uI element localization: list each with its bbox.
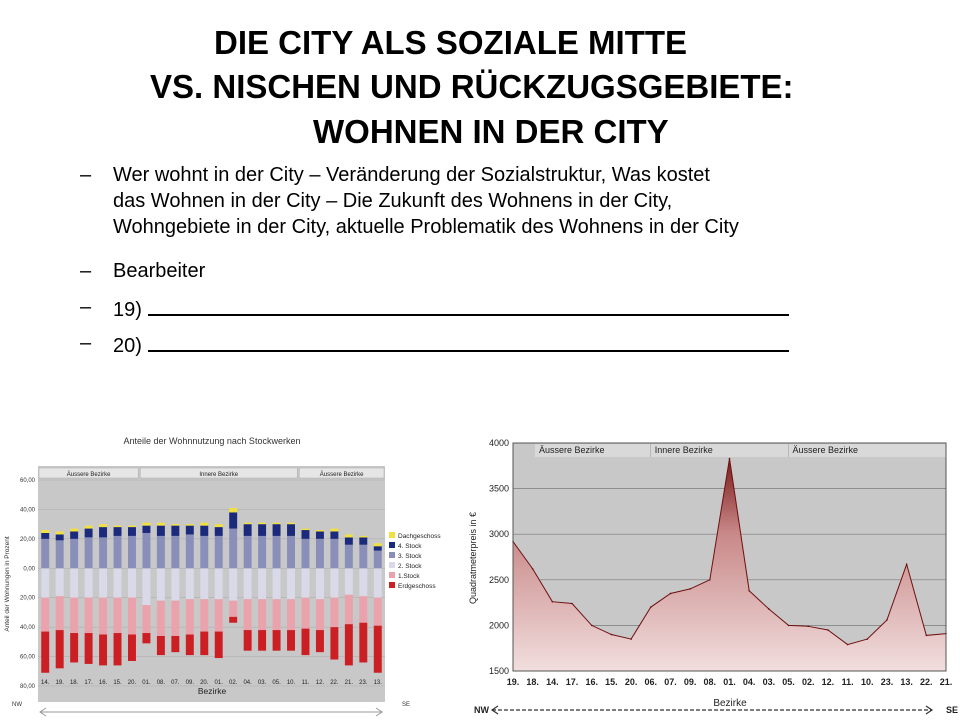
x-tick-label: 05.	[782, 677, 795, 687]
bar-segment	[316, 530, 324, 531]
data-point	[748, 590, 750, 592]
y-tick-label: 40,00	[19, 507, 35, 514]
x-tick-label: 16.	[98, 680, 108, 686]
bar-segment	[302, 568, 310, 597]
x-tick-label: 11.	[301, 680, 310, 686]
region-label: Äussere Bezirke	[319, 472, 364, 478]
x-tick-label: 18.	[69, 680, 79, 686]
price-per-sqm-chart	[462, 428, 960, 720]
bar-segment	[41, 598, 49, 632]
bar-segment	[345, 595, 353, 624]
bar-segment	[85, 568, 93, 597]
bar-segment	[171, 524, 179, 525]
bar-segment	[142, 568, 150, 605]
x-tick-label: 17.	[84, 680, 93, 686]
y-tick-label: 3500	[488, 483, 509, 494]
bar-segment	[302, 598, 310, 629]
bar-segment	[330, 529, 338, 532]
bar-segment	[99, 568, 107, 597]
bar-segment	[70, 633, 78, 662]
x-tick-label: 18.	[526, 677, 539, 687]
x-tick-label: 08.	[703, 677, 717, 687]
x-tick-label: 13.	[900, 677, 913, 687]
legend-swatch	[389, 532, 395, 538]
se-marker: SE	[402, 702, 411, 708]
bar-segment	[287, 536, 295, 568]
region-label: Äussere Bezirke	[66, 472, 111, 478]
bar-segment	[374, 598, 382, 626]
bar-segment	[99, 524, 107, 527]
x-tick-label: 20.	[200, 680, 209, 686]
bar-segment	[316, 539, 324, 568]
bar-segment	[128, 527, 136, 536]
bar-segment	[200, 599, 208, 631]
bar-segment	[359, 623, 367, 663]
bar-segment	[114, 568, 122, 597]
y-tick-label: 4000	[488, 438, 509, 448]
bar-segment	[171, 526, 179, 536]
bar-segment	[374, 546, 382, 550]
x-tick-label: 03.	[762, 677, 776, 687]
legend-label: 3. Stock	[398, 553, 422, 560]
y-tick-label: 60,00	[19, 478, 35, 484]
bullet-dash: –	[80, 260, 92, 282]
bar-segment	[142, 526, 150, 533]
data-point	[611, 634, 613, 636]
x-tick-label: 01.	[723, 677, 736, 687]
y-tick-label: 40,00	[19, 625, 35, 632]
bar-segment	[114, 633, 122, 665]
x-tick-label: 23.	[880, 677, 894, 687]
chart-title: Anteile der Wohnnutzung nach Stockwerken	[123, 436, 301, 446]
bullet-topics-line-3: Wohngebiete in der City, aktuelle Problematik des Wohnens in der City	[113, 216, 739, 238]
bar-segment	[316, 599, 324, 630]
data-point	[847, 644, 849, 646]
bar-segment	[157, 636, 165, 655]
bar-segment	[85, 529, 93, 538]
data-point	[886, 619, 888, 621]
bar-segment	[273, 536, 281, 568]
bar-segment	[114, 536, 122, 568]
bullet-dash: –	[80, 332, 92, 354]
bar-segment	[186, 534, 194, 568]
x-tick-label: 09.	[683, 677, 697, 687]
legend-swatch	[389, 542, 395, 548]
title-line-2: VS. NISCHEN UND RÜCKZUGSGEBIETE:	[150, 68, 794, 105]
bar-segment	[244, 568, 252, 599]
bar-segment	[330, 532, 338, 539]
editor-19-number: 19)	[113, 299, 142, 321]
bar-segment	[200, 526, 208, 536]
bar-segment	[374, 568, 382, 597]
bar-segment	[229, 568, 237, 600]
bar-segment	[200, 523, 208, 526]
bar-segment	[157, 526, 165, 536]
bar-segment	[287, 599, 295, 630]
legend-label: 1.Stock	[398, 573, 420, 580]
bar-segment	[114, 598, 122, 633]
x-tick-label: 21.	[939, 677, 953, 687]
bar-segment	[41, 568, 49, 597]
editor-19-blank-line	[148, 294, 789, 316]
legend-swatch	[389, 572, 395, 578]
x-tick-label: 15.	[605, 677, 618, 687]
bar-segment	[171, 568, 179, 600]
bar-segment	[330, 598, 338, 627]
bar-segment	[56, 532, 64, 535]
x-tick-label: 01.	[142, 680, 151, 686]
y-tick-label: 20,00	[19, 536, 35, 543]
bar-segment	[114, 526, 122, 527]
bar-segment	[316, 568, 324, 599]
bar-segment	[374, 626, 382, 673]
x-tick-label: 17.	[565, 677, 579, 687]
bar-segment	[186, 524, 194, 525]
data-point	[866, 638, 868, 640]
bar-segment	[215, 527, 223, 536]
x-tick-label: 14.	[41, 680, 50, 686]
bar-segment	[345, 624, 353, 665]
bar-segment	[258, 536, 266, 568]
bar-segment	[244, 630, 252, 651]
x-tick-label: 19.	[506, 677, 520, 687]
bar-segment	[215, 632, 223, 658]
bar-segment	[215, 524, 223, 527]
data-point	[552, 601, 554, 603]
bar-segment	[142, 633, 150, 643]
bar-segment	[229, 529, 237, 569]
bar-segment	[41, 539, 49, 568]
bullet-dash: –	[80, 164, 92, 186]
bar-segment	[215, 568, 223, 599]
bar-segment	[345, 545, 353, 569]
bar-segment	[273, 523, 281, 524]
bar-segment	[85, 633, 93, 664]
bar-segment	[186, 599, 194, 634]
bar-segment	[330, 568, 338, 597]
data-point	[670, 593, 672, 595]
x-tick-label: 20.	[127, 680, 137, 686]
y-axis-label: Quadratmeterpreis in €	[468, 511, 478, 605]
bar-segment	[41, 533, 49, 539]
bar-segment	[70, 598, 78, 633]
bullet-dash: –	[80, 296, 92, 318]
title-line-3: WOHNEN IN DER CITY	[313, 113, 669, 150]
bar-segment	[229, 512, 237, 528]
data-point	[571, 603, 573, 605]
data-point	[768, 608, 770, 610]
bar-segment	[287, 523, 295, 524]
bar-segment	[56, 596, 64, 630]
legend-swatch	[389, 582, 395, 588]
x-tick-label: 23.	[359, 680, 368, 686]
bar-segment	[186, 635, 194, 656]
data-point	[709, 579, 711, 581]
bar-segment	[374, 551, 382, 569]
x-tick-label: 14.	[546, 677, 559, 687]
x-tick-label: 20.	[624, 677, 638, 687]
bar-segment	[229, 617, 237, 623]
bullet-topics-line-2: das Wohnen in der City – Die Zukunft des Wohnens in der City,	[113, 190, 673, 212]
bar-segment	[157, 601, 165, 636]
bar-segment	[70, 568, 78, 597]
bar-segment	[258, 630, 266, 651]
bar-segment	[287, 568, 295, 599]
bar-segment	[302, 629, 310, 655]
x-tick-label: 03.	[257, 680, 267, 686]
bar-segment	[157, 523, 165, 526]
y-tick-label: 60,00	[19, 654, 35, 661]
x-axis-label: Bezirke	[713, 698, 747, 709]
bar-segment	[302, 539, 310, 568]
bar-segment	[200, 632, 208, 656]
x-tick-label: 12.	[315, 680, 325, 686]
bar-segment	[330, 539, 338, 568]
bar-segment	[258, 599, 266, 630]
bar-segment	[215, 536, 223, 568]
x-tick-label: 04.	[742, 677, 756, 687]
x-tick-label: 05.	[272, 680, 281, 686]
legend-swatch	[389, 552, 395, 558]
bar-segment	[302, 529, 310, 530]
bar-segment	[41, 632, 49, 673]
bar-segment	[128, 526, 136, 527]
x-tick-label: 21.	[344, 680, 354, 686]
data-point	[906, 563, 908, 565]
x-axis-label: Bezirke	[197, 686, 227, 696]
x-tick-label: 19.	[55, 680, 64, 686]
bar-segment	[258, 568, 266, 599]
bar-segment	[244, 523, 252, 524]
bar-segment	[114, 527, 122, 536]
x-tick-label: 01.	[214, 680, 223, 686]
floor-usage-chart	[0, 428, 441, 720]
x-tick-label: 11.	[841, 677, 854, 687]
bar-segment	[229, 601, 237, 617]
bar-segment	[200, 568, 208, 599]
data-point	[788, 625, 790, 627]
y-tick-label: 80,00	[19, 684, 35, 690]
bar-segment	[128, 635, 136, 661]
bar-segment	[157, 568, 165, 600]
bar-segment	[128, 536, 136, 568]
region-label: Äussere Bezirke	[792, 445, 859, 455]
y-tick-label: 2500	[488, 574, 509, 585]
bar-segment	[258, 524, 266, 536]
bar-segment	[258, 523, 266, 524]
bar-segment	[128, 598, 136, 635]
bar-segment	[244, 599, 252, 630]
bar-segment	[99, 537, 107, 568]
bar-segment	[273, 568, 281, 599]
bar-segment	[330, 627, 338, 659]
editor-20-number: 20)	[113, 335, 142, 357]
bar-segment	[316, 630, 324, 652]
legend-label: Erdgeschoss	[398, 583, 436, 590]
bar-segment	[229, 508, 237, 512]
bar-segment	[359, 536, 367, 537]
bar-segment	[56, 534, 64, 540]
bullet-topics-line-1: Wer wohnt in der City – Veränderung der Sozialstruktur, Was kostet	[113, 164, 710, 186]
legend-swatch	[389, 562, 395, 568]
bar-segment	[200, 536, 208, 568]
data-point	[532, 568, 534, 570]
x-tick-label: 02.	[229, 680, 238, 686]
x-tick-label: 13.	[373, 680, 382, 686]
bar-segment	[99, 635, 107, 666]
y-tick-label: 20,00	[19, 595, 35, 602]
bar-segment	[157, 536, 165, 568]
x-tick-label: 07.	[171, 680, 180, 686]
bar-segment	[70, 539, 78, 568]
bar-segment	[56, 540, 64, 568]
data-point	[689, 588, 691, 590]
bar-segment	[244, 524, 252, 536]
x-tick-label: 12.	[821, 677, 835, 687]
x-tick-label: 10.	[861, 677, 874, 687]
data-point	[827, 629, 829, 631]
y-tick-label: 2000	[488, 620, 509, 631]
bar-segment	[359, 568, 367, 596]
bar-segment	[56, 568, 64, 596]
bar-segment	[215, 599, 223, 631]
bar-segment	[41, 530, 49, 533]
data-point	[591, 625, 593, 627]
bar-segment	[316, 532, 324, 539]
y-tick-label: 1500	[488, 666, 509, 676]
data-point	[807, 626, 809, 628]
bar-segment	[186, 568, 194, 599]
y-axis-label: Anteil der Wohnungen in Prozent	[4, 536, 11, 632]
x-tick-label: 08.	[156, 680, 166, 686]
bar-segment	[273, 630, 281, 651]
bar-segment	[70, 529, 78, 532]
bar-segment	[302, 530, 310, 539]
nw-marker: NW	[474, 705, 489, 715]
x-tick-label: 06.	[644, 677, 658, 687]
bar-segment	[359, 545, 367, 569]
title-line-1: DIE CITY ALS SOZIALE MITTE	[214, 24, 688, 61]
bar-segment	[287, 630, 295, 651]
bar-segment	[345, 537, 353, 544]
data-point	[926, 635, 928, 637]
bar-segment	[345, 568, 353, 594]
data-point	[630, 638, 632, 640]
bar-segment	[273, 599, 281, 630]
x-tick-label: 22.	[920, 677, 933, 687]
bar-segment	[186, 526, 194, 535]
x-tick-label: 10.	[286, 680, 296, 686]
bar-segment	[374, 543, 382, 546]
region-label: Innere Bezirke	[199, 472, 239, 478]
se-marker: SE	[946, 705, 959, 715]
bar-segment	[345, 534, 353, 537]
nw-marker: NW	[12, 702, 22, 708]
bar-segment	[244, 536, 252, 568]
y-tick-label: 0,00	[23, 566, 35, 573]
data-point	[650, 606, 652, 608]
bar-segment	[287, 524, 295, 536]
bar-segment	[142, 523, 150, 526]
bar-segment	[70, 532, 78, 539]
bar-segment	[85, 537, 93, 568]
bar-segment	[359, 537, 367, 544]
x-tick-label: 07.	[664, 677, 677, 687]
bar-segment	[273, 524, 281, 536]
x-tick-label: 04.	[243, 680, 252, 686]
bar-segment	[99, 527, 107, 537]
bar-segment	[99, 598, 107, 635]
legend-label: Dachgeschoss	[398, 533, 441, 540]
legend-label: 4. Stock	[398, 543, 422, 550]
bar-segment	[171, 536, 179, 568]
bar-segment	[128, 568, 136, 597]
bullet-bearbeiter-label: Bearbeiter	[113, 260, 206, 282]
data-point	[729, 458, 731, 460]
bar-segment	[85, 598, 93, 633]
region-label: Innere Bezirke	[654, 445, 713, 455]
x-tick-label: 15.	[113, 680, 122, 686]
editor-20-blank-line	[148, 330, 789, 352]
x-tick-label: 16.	[585, 677, 598, 687]
bar-segment	[142, 533, 150, 568]
bar-segment	[171, 601, 179, 636]
bar-segment	[85, 526, 93, 529]
y-tick-label: 3000	[488, 529, 509, 540]
legend-label: 2. Stock	[398, 563, 422, 570]
bar-segment	[171, 636, 179, 652]
bar-segment	[359, 596, 367, 622]
bar-segment	[142, 605, 150, 633]
region-label: Äussere Bezirke	[539, 445, 605, 455]
x-tick-label: 22.	[330, 680, 339, 686]
bar-segment	[56, 630, 64, 668]
x-tick-label: 09.	[185, 680, 194, 686]
x-tick-label: 02.	[801, 677, 815, 687]
